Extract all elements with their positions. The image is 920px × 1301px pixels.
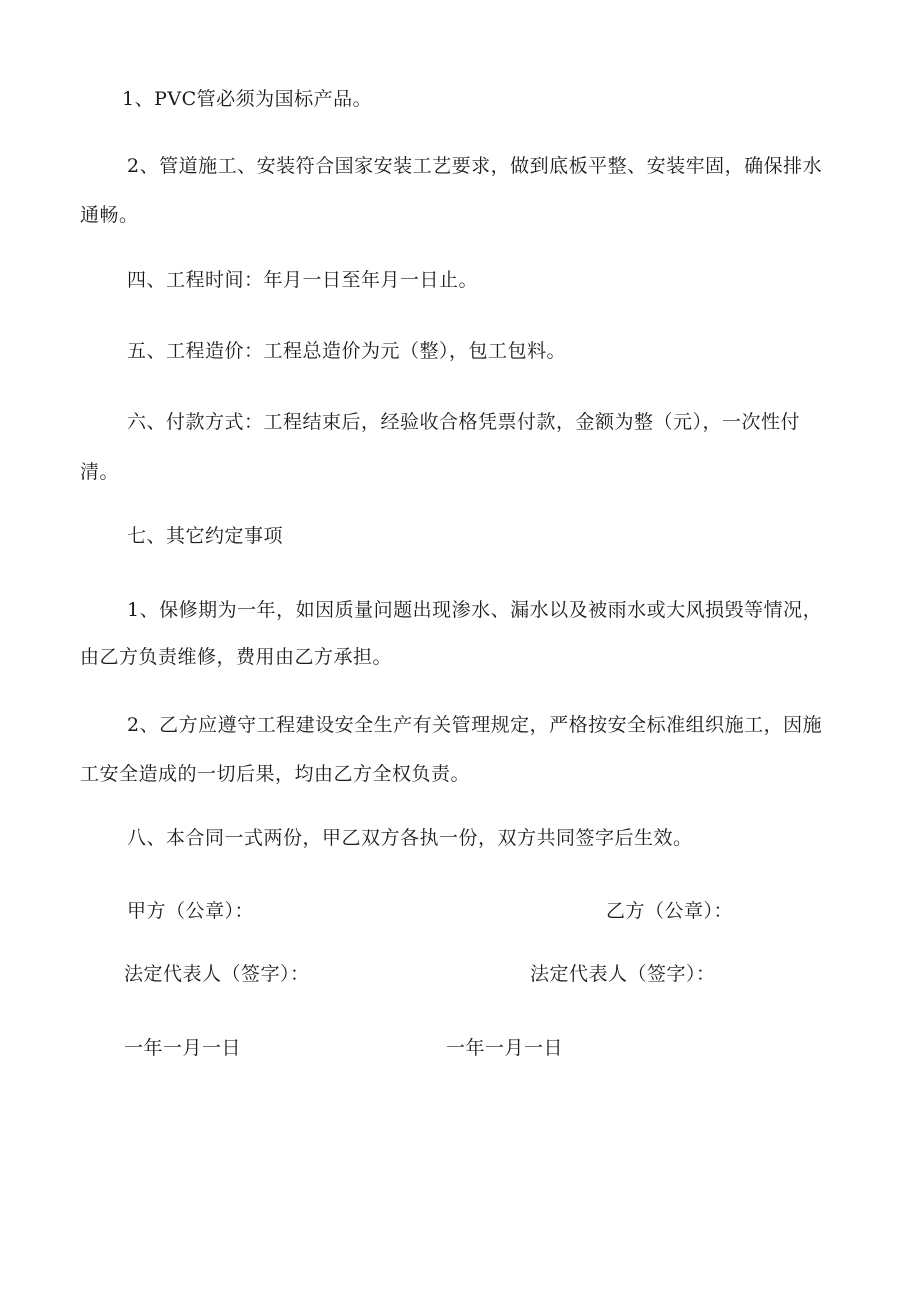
section-6-payment-line-2: 清。 bbox=[80, 461, 120, 483]
section-7-heading: 七、其它约定事项 bbox=[127, 525, 284, 547]
section-7-item-2-line-1: 2、乙方应遵守工程建设安全生产有关管理规定，严格按安全标准组织施工，因施 bbox=[127, 714, 823, 736]
party-a-seal-label: 甲方（公章）： bbox=[127, 900, 255, 922]
party-b-rep-label: 法定代表人（签字）： bbox=[530, 963, 716, 985]
section-6-payment-line-1: 六、付款方式：工程结束后，经验收合格凭票付款，金额为整（元），一次性付 bbox=[127, 411, 801, 433]
party-b-date: 一年一月一日 bbox=[446, 1037, 564, 1059]
section-7-item-2-line-2: 工安全造成的一切后果，均由乙方全权负责。 bbox=[80, 763, 471, 785]
section-8-copies: 八、本合同一式两份，甲乙双方各执一份，双方共同签字后生效。 bbox=[127, 827, 693, 849]
party-a-date: 一年一月一日 bbox=[124, 1037, 242, 1059]
section-7-item-1-line-2: 由乙方负责维修，费用由乙方承担。 bbox=[80, 646, 393, 668]
clause-item-1: 1、PVC管必须为国标产品。 bbox=[122, 88, 373, 110]
section-7-item-1-line-1: 1、保修期为一年，如因质量问题出现渗水、漏水以及被雨水或大风损毁等情况， bbox=[127, 599, 823, 621]
clause-item-2-line-1: 2、管道施工、安装符合国家安装工艺要求，做到底板平整、安装牢固，确保排水 bbox=[127, 155, 823, 177]
clause-item-2-line-2: 通畅。 bbox=[80, 204, 139, 226]
party-a-rep-label: 法定代表人（签字）： bbox=[124, 963, 310, 985]
section-4-schedule: 四、工程时间：年月一日至年月一日止。 bbox=[127, 269, 479, 291]
party-b-seal-label: 乙方（公章）： bbox=[606, 900, 734, 922]
section-5-price: 五、工程造价：工程总造价为元（整），包工包料。 bbox=[127, 340, 567, 362]
